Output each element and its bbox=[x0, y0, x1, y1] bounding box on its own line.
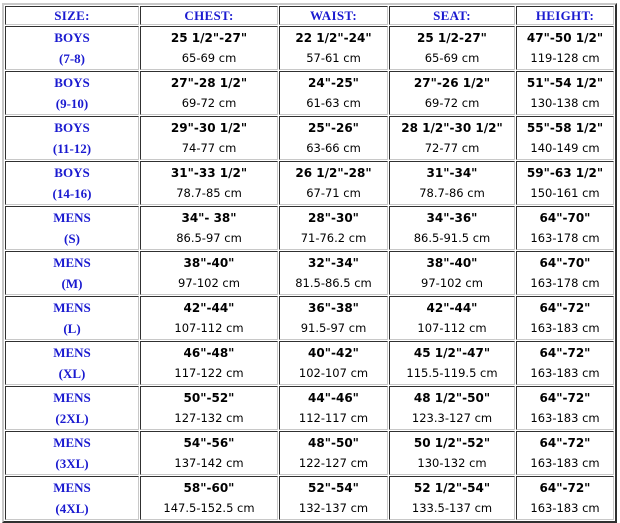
size-cell bbox=[5, 71, 139, 115]
chest-inches: 34"- 38" bbox=[181, 211, 237, 225]
waist-inches: 48"-50" bbox=[308, 436, 359, 450]
height-cm: 163-183 cm bbox=[530, 501, 600, 515]
seat-cell bbox=[389, 206, 515, 250]
size-cell bbox=[5, 116, 139, 160]
size-label: MENS bbox=[53, 210, 91, 225]
height-cell bbox=[516, 71, 614, 115]
height-cell bbox=[516, 341, 614, 385]
chest-cm: 69-72 cm bbox=[181, 96, 237, 110]
height-inches: 64"-72" bbox=[539, 481, 591, 495]
height-inches: 55"-58 1/2" bbox=[526, 121, 604, 135]
table-row bbox=[5, 386, 614, 430]
chest-cm: 65-69 cm bbox=[181, 51, 237, 65]
seat-inches: 31"-34" bbox=[426, 166, 478, 180]
size-cell bbox=[5, 341, 139, 385]
size-cell bbox=[5, 26, 139, 70]
height-cell bbox=[516, 251, 614, 295]
size-range: (7-8) bbox=[59, 51, 85, 66]
height-cm: 163-183 cm bbox=[530, 456, 600, 470]
height-cm: 163-178 cm bbox=[530, 231, 600, 245]
seat-cell bbox=[389, 296, 515, 340]
height-cm: 163-183 cm bbox=[530, 411, 600, 425]
size-range: (4XL) bbox=[55, 501, 89, 516]
height-inches: 47"-50 1/2" bbox=[526, 31, 604, 45]
chest-inches: 42"-44" bbox=[183, 301, 235, 315]
size-range: (14-16) bbox=[52, 186, 92, 201]
size-cell bbox=[5, 161, 139, 205]
height-cm: 150-161 cm bbox=[530, 186, 600, 200]
waist-cell bbox=[279, 341, 388, 385]
chest-cell bbox=[140, 386, 278, 430]
waist-inches: 36"-38" bbox=[308, 301, 359, 315]
table-row bbox=[5, 206, 614, 250]
height-inches: 64"-72" bbox=[539, 391, 591, 405]
waist-cm: 102-107 cm bbox=[298, 366, 369, 380]
size-cell bbox=[5, 206, 139, 250]
chest-cell bbox=[140, 206, 278, 250]
header-waist: WAIST: bbox=[279, 6, 388, 25]
waist-inches: 25"-26" bbox=[308, 121, 359, 135]
waist-cm: 81.5-86.5 cm bbox=[295, 276, 372, 290]
chest-inches: 50"-52" bbox=[183, 391, 235, 405]
size-chart-table bbox=[2, 3, 617, 523]
size-label: MENS bbox=[53, 345, 91, 360]
table-row bbox=[5, 476, 614, 520]
seat-inches: 25 1/2-27" bbox=[417, 31, 487, 45]
waist-cell bbox=[279, 296, 388, 340]
seat-cell bbox=[389, 476, 515, 520]
seat-inches: 50 1/2"-52" bbox=[413, 436, 491, 450]
header-chest: CHEST: bbox=[140, 6, 278, 25]
size-range: (XL) bbox=[58, 366, 86, 381]
chest-cell bbox=[140, 341, 278, 385]
seat-inches: 27"-26 1/2" bbox=[413, 76, 491, 90]
seat-cm: 123.3-127 cm bbox=[411, 411, 493, 425]
header-seat: SEAT: bbox=[389, 6, 515, 25]
height-cell bbox=[516, 296, 614, 340]
chest-cm: 74-77 cm bbox=[181, 141, 237, 155]
waist-inches: 22 1/2"-24" bbox=[295, 31, 372, 45]
chest-cell bbox=[140, 296, 278, 340]
seat-cm: 133.5-137 cm bbox=[411, 501, 493, 515]
header-size: SIZE: bbox=[5, 6, 139, 25]
size-chart-body bbox=[5, 26, 614, 520]
height-inches: 64"-70" bbox=[539, 256, 591, 270]
chest-cell bbox=[140, 161, 278, 205]
size-label: BOYS bbox=[54, 120, 90, 135]
chest-cell bbox=[140, 26, 278, 70]
table-row bbox=[5, 431, 614, 475]
table-row bbox=[5, 71, 614, 115]
size-label: BOYS bbox=[54, 30, 90, 45]
size-range: (2XL) bbox=[55, 411, 89, 426]
waist-cm: 112-117 cm bbox=[298, 411, 369, 425]
chest-cell bbox=[140, 71, 278, 115]
seat-cm: 78.7-86 cm bbox=[419, 186, 485, 200]
header-height: HEIGHT: bbox=[516, 6, 614, 25]
size-label: BOYS bbox=[54, 165, 90, 180]
seat-inches: 48 1/2"-50" bbox=[413, 391, 491, 405]
seat-cm: 97-102 cm bbox=[421, 276, 483, 290]
table-row bbox=[5, 116, 614, 160]
chest-cm: 117-122 cm bbox=[174, 366, 244, 380]
waist-cell bbox=[279, 206, 388, 250]
height-inches: 64"-72" bbox=[539, 346, 591, 360]
waist-inches: 28"-30" bbox=[308, 211, 359, 225]
size-range: (3XL) bbox=[55, 456, 89, 471]
chest-cm: 86.5-97 cm bbox=[176, 231, 242, 245]
chest-inches: 31"-33 1/2" bbox=[170, 166, 248, 180]
height-inches: 64"-72" bbox=[539, 301, 591, 315]
seat-inches: 38"-40" bbox=[426, 256, 478, 270]
chest-inches: 58"-60" bbox=[183, 481, 235, 495]
size-range: (9-10) bbox=[55, 96, 89, 111]
height-cell bbox=[516, 116, 614, 160]
chest-cm: 137-142 cm bbox=[174, 456, 244, 470]
height-inches: 51"-54 1/2" bbox=[526, 76, 604, 90]
waist-inches: 40"-42" bbox=[308, 346, 359, 360]
chest-inches: 38"-40" bbox=[183, 256, 235, 270]
chest-cm: 147.5-152.5 cm bbox=[163, 501, 255, 515]
seat-inches: 52 1/2"-54" bbox=[413, 481, 491, 495]
size-cell bbox=[5, 431, 139, 475]
size-label: MENS bbox=[53, 480, 91, 495]
waist-cm: 61-63 cm bbox=[306, 96, 361, 110]
seat-inches: 34"-36" bbox=[426, 211, 478, 225]
size-range: (L) bbox=[63, 321, 81, 336]
chest-inches: 27"-28 1/2" bbox=[170, 76, 248, 90]
size-cell bbox=[5, 386, 139, 430]
height-inches: 59"-63 1/2" bbox=[526, 166, 604, 180]
height-cm: 163-183 cm bbox=[530, 321, 600, 335]
height-cm: 163-178 cm bbox=[530, 276, 600, 290]
waist-cm: 91.5-97 cm bbox=[300, 321, 367, 335]
size-label: MENS bbox=[53, 435, 91, 450]
waist-cm: 132-137 cm bbox=[298, 501, 369, 515]
chest-cell bbox=[140, 251, 278, 295]
height-cell bbox=[516, 476, 614, 520]
seat-inches: 28 1/2"-30 1/2" bbox=[401, 121, 503, 135]
height-cm: 119-128 cm bbox=[530, 51, 600, 65]
seat-cell bbox=[389, 341, 515, 385]
seat-inches: 42"-44" bbox=[426, 301, 478, 315]
table-row bbox=[5, 26, 614, 70]
chest-cell bbox=[140, 476, 278, 520]
chest-inches: 54"-56" bbox=[183, 436, 235, 450]
chest-cm: 107-112 cm bbox=[174, 321, 244, 335]
waist-cm: 63-66 cm bbox=[306, 141, 361, 155]
waist-cm: 71-76.2 cm bbox=[300, 231, 367, 245]
size-cell bbox=[5, 476, 139, 520]
seat-cm: 72-77 cm bbox=[424, 141, 480, 155]
seat-cm: 130-132 cm bbox=[417, 456, 487, 470]
seat-cell bbox=[389, 251, 515, 295]
waist-cm: 67-71 cm bbox=[306, 186, 361, 200]
table-row bbox=[5, 341, 614, 385]
chest-cm: 97-102 cm bbox=[178, 276, 240, 290]
waist-cell bbox=[279, 251, 388, 295]
height-inches: 64"-72" bbox=[539, 436, 591, 450]
size-cell bbox=[5, 296, 139, 340]
waist-cm: 57-61 cm bbox=[306, 51, 361, 65]
waist-inches: 52"-54" bbox=[308, 481, 359, 495]
header-row bbox=[5, 6, 614, 25]
size-range: (S) bbox=[64, 231, 80, 246]
waist-cell bbox=[279, 476, 388, 520]
waist-cell bbox=[279, 26, 388, 70]
waist-cm: 122-127 cm bbox=[298, 456, 369, 470]
waist-cell bbox=[279, 116, 388, 160]
waist-inches: 44"-46" bbox=[308, 391, 359, 405]
seat-cell bbox=[389, 386, 515, 430]
waist-cell bbox=[279, 71, 388, 115]
seat-cm: 69-72 cm bbox=[424, 96, 480, 110]
waist-inches: 26 1/2"-28" bbox=[295, 166, 372, 180]
chest-cell bbox=[140, 431, 278, 475]
size-label: MENS bbox=[53, 300, 91, 315]
height-cell bbox=[516, 161, 614, 205]
size-label: MENS bbox=[53, 390, 91, 405]
size-label: MENS bbox=[53, 255, 91, 270]
chest-inches: 46"-48" bbox=[183, 346, 235, 360]
height-cm: 130-138 cm bbox=[530, 96, 600, 110]
seat-cm: 107-112 cm bbox=[417, 321, 487, 335]
height-cm: 140-149 cm bbox=[530, 141, 600, 155]
waist-inches: 32"-34" bbox=[308, 256, 359, 270]
waist-cell bbox=[279, 161, 388, 205]
chest-inches: 25 1/2"-27" bbox=[170, 31, 248, 45]
waist-inches: 24"-25" bbox=[308, 76, 359, 90]
chest-cm: 78.7-85 cm bbox=[176, 186, 242, 200]
seat-cell bbox=[389, 26, 515, 70]
height-cm: 163-183 cm bbox=[530, 366, 600, 380]
height-cell bbox=[516, 386, 614, 430]
seat-cell bbox=[389, 161, 515, 205]
chest-inches: 29"-30 1/2" bbox=[170, 121, 248, 135]
seat-inches: 45 1/2"-47" bbox=[413, 346, 491, 360]
height-cell bbox=[516, 431, 614, 475]
height-cell bbox=[516, 206, 614, 250]
table-row bbox=[5, 161, 614, 205]
chest-cell bbox=[140, 116, 278, 160]
size-label: BOYS bbox=[54, 75, 90, 90]
size-cell bbox=[5, 251, 139, 295]
seat-cm: 115.5-119.5 cm bbox=[406, 366, 498, 380]
height-inches: 64"-70" bbox=[539, 211, 591, 225]
height-cell bbox=[516, 26, 614, 70]
seat-cell bbox=[389, 431, 515, 475]
size-range: (M) bbox=[61, 276, 83, 291]
seat-cm: 86.5-91.5 cm bbox=[413, 231, 491, 245]
size-range: (11-12) bbox=[52, 141, 92, 156]
waist-cell bbox=[279, 386, 388, 430]
seat-cell bbox=[389, 116, 515, 160]
waist-cell bbox=[279, 431, 388, 475]
table-row bbox=[5, 251, 614, 295]
seat-cm: 65-69 cm bbox=[424, 51, 480, 65]
seat-cell bbox=[389, 71, 515, 115]
chest-cm: 127-132 cm bbox=[174, 411, 244, 425]
table-row bbox=[5, 296, 614, 340]
